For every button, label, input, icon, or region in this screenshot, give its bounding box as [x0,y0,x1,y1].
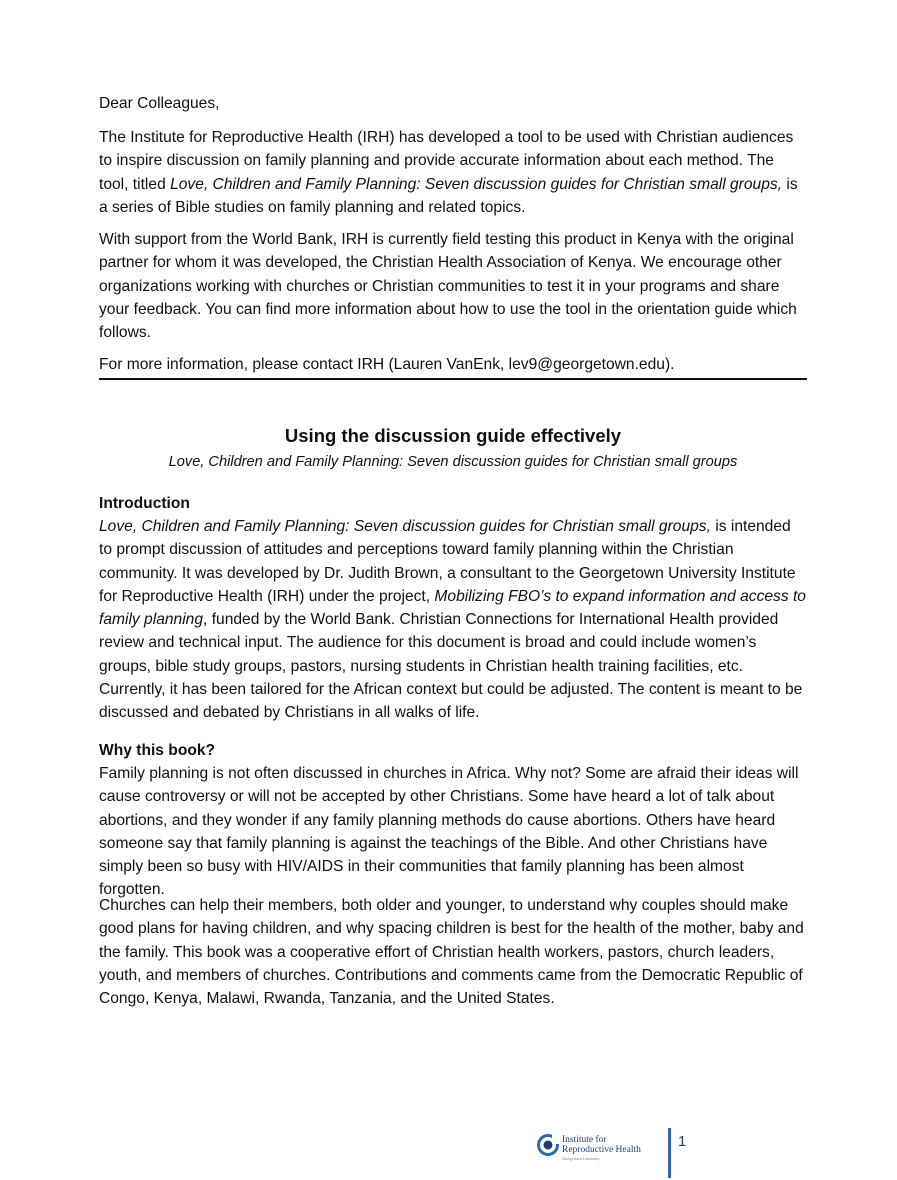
page-number: 1 [678,1133,687,1150]
logo-line-1: Institute for [562,1135,607,1145]
introduction-text-b: is intended to prompt discussion of attitudes and perceptions toward family planning within the Christian community. It was developed by Dr. Judith Brown, a consultant to the Georgetown University Institute for Reproductive Health (IRH) under the project, [99,518,796,605]
why-this-book-paragraph-2: Churches can help their members, both older and younger, to understand why couples should make good plans for having children, and why spacing children is best for the health of the mother, baby and the family. This book was a cooperative effort of Christian health workers, pastors, church leaders, youth, and members of churches. Contributions and comments came from the Democratic Republic of Congo, Kenya, Malawi, Rwanda, Tanzania, and the United States. [99,897,804,1008]
irh-logo-icon [537,1134,559,1156]
irh-logo-wordmark [562,1136,641,1155]
why-this-book-paragraph-1: Family planning is not often discussed in churches in Africa. Why not? Some are afraid their ideas will cause controversy or will not be accepted by other Christians. Some have heard a lot of talk about abortions, and they wonder if any family planning methods do cause abortions. Others have heard someone say that family planning is against the teachings of the Bible. And other Christians have simply been so busy with HIV/AIDS in their communities that family planning has been almost forgotten. [99,765,799,899]
guide-subheading: Love, Children and Family Planning: Seven discussion guides for Christian small groups [168,454,738,470]
letter-paragraph-1-text-c: is a series of Bible studies on family planning and related topics. [99,175,798,216]
letter-paragraph-2: With support from the World Bank, IRH is currently field testing this product in Kenya with the original partner for whom it was developed, the Christian Health Association of Kenya. We encourage other organizations working with churches or Christian communities to test it in your programs and share your feedback. You can find more information about how to use the tool in the orientation guide which follows. [99,231,797,342]
letter-greeting: Dear Colleagues, [99,95,220,112]
logo-line-2: Reproductive Health [562,1144,641,1155]
introduction-title: Introduction [99,495,190,512]
why-this-book-title: Why this book? [99,742,216,759]
section-divider [99,378,807,380]
guide-heading: Using the discussion guide effectively [284,425,622,446]
page-footer [537,1128,697,1178]
introduction-paragraph [99,515,807,725]
logo-subtitle: Georgetown University [562,1156,600,1161]
letter-paragraph-1-title: Love, Children and Family Planning: Seven discussion guides for Christian small groups, [170,175,783,193]
introduction-book-title: Love, Children and Family Planning: Seven discussion guides for Christian small groups, [99,518,711,535]
footer-divider [668,1128,671,1178]
letter-contact: For more information, please contact IRH (Lauren VanEnk, lev9@georgetown.edu). [99,356,675,373]
letter-paragraph-1-text-a: The Institute for Reproductive Health (IRH) has developed a tool to be used with Christian audiences to inspire discussion on family planning and provide accurate information about each method. The tool, titled [99,129,794,193]
letter-paragraph-1 [99,126,807,219]
introduction-project-title: Mobilizing FBO’s to expand information and access to family planning [99,587,806,629]
introduction-text-d: , funded by the World Bank. Christian Connections for International Health provided review and technical input. The audience for this document is broad and could include women’s groups, bible study groups, pastors, nursing students in Christian health training facilities, etc. Currently, it has been tailored for the African context but could be adjusted. The content is meant to be discussed and debated by Christians in all walks of life. [99,611,803,722]
